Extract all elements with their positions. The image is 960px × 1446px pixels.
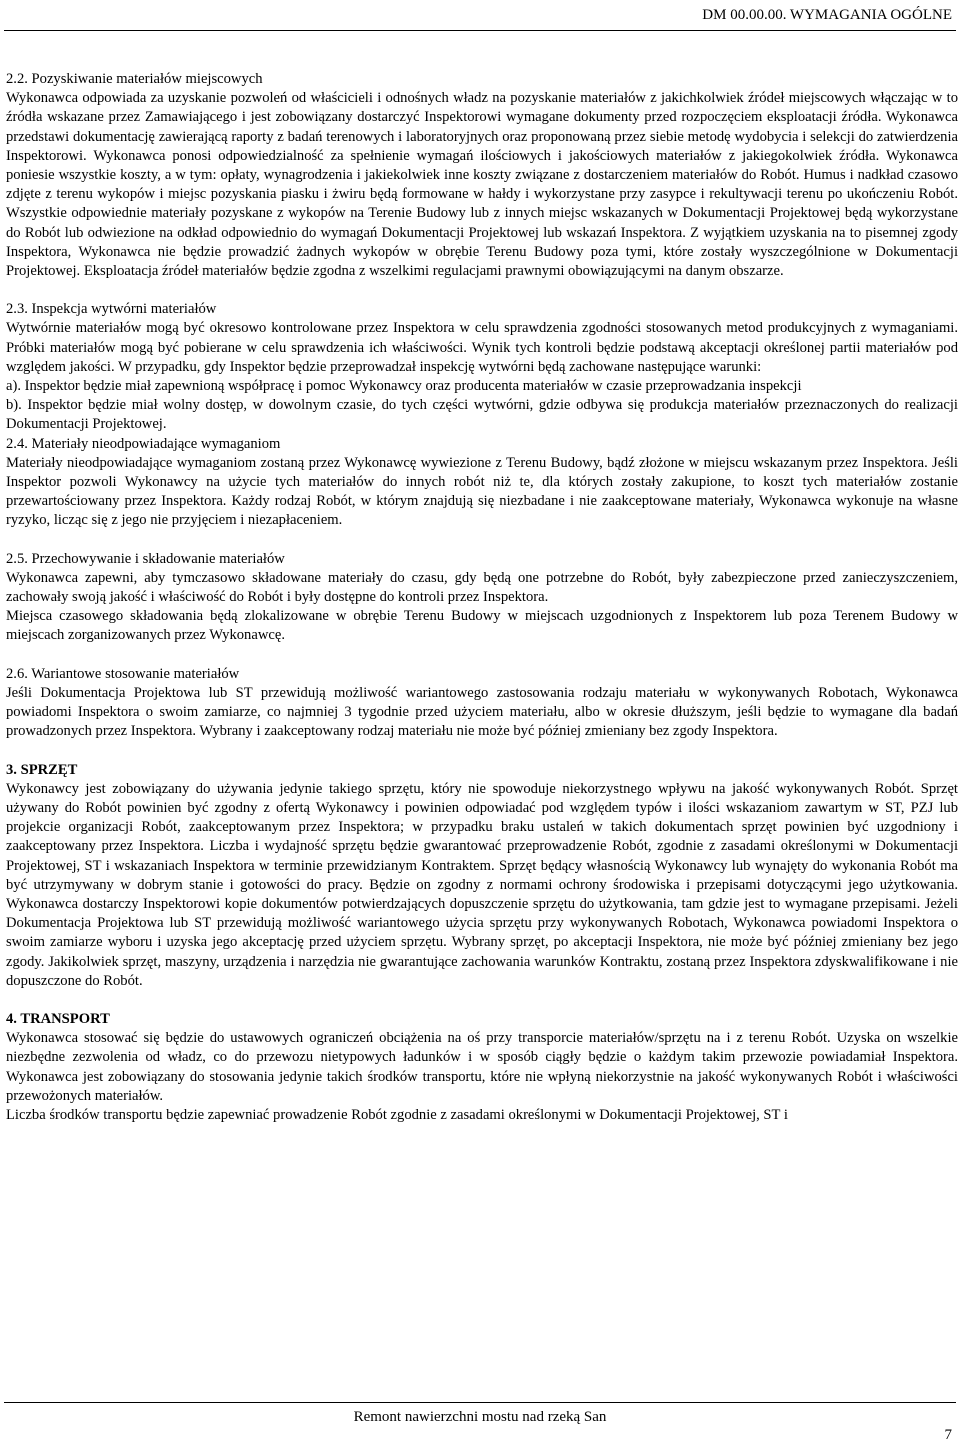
section-heading-2-4: 2.4. Materiały nieodpowiadające wymaganiom bbox=[6, 435, 281, 452]
paragraph-2-5-1: Wykonawca zapewni, aby tymczasowo składowane materiały do czasu, gdy będą one potrzebne do Robót, były zabezpieczone przed zanieczyszczeniem, zachowały swoją jakość i właściwość do Robót i były dostępne do kontroli przez Inspektora. bbox=[6, 569, 958, 606]
paragraph-4-2: Liczba środków transportu będzie zapewniać prowadzenie Robót zgodnie z zasadami określonymi w Dokumentacji Projektowej, ST i bbox=[6, 1106, 788, 1123]
section-heading-2-2: 2.2. Pozyskiwanie materiałów miejscowych bbox=[6, 71, 263, 87]
paragraph-3-1: Wykonawcy jest zobowiązany do używania jedynie takiego sprzętu, który nie spowoduje niekorzystnego wpływu na jakość wykonywanych Robót. Sprzęt używany do Robót powinien być zgodny z ofertą Wykonawcy i powinien odpowiadać pod względem typów i ilości wskazaniom zawartym w ST, PZJ lub projekcie organizacji Robót, zaakceptowanym przez Inspektora; w przypadku braku ustaleń w takich dokumentach sprzęt powinien być uzgodniony i zaakceptowany przez Inspektora. Liczba i wydajność sprzętu będzie gwarantować przeprowadzenie Robót, zgodnie z zasadami określonymi w Dokumentacji Projektowej, ST i wskazaniach Inspektora w terminie przewidzianym Kontraktem. Sprzęt będący własnością Wykonawcy lub wynajęty do wykonania Robót ma być utrzymywany w dobrym stanie i gotowości do pracy. Będzie on zgodny z normami ochrony środowiska i przepisami dotyczącymi jego użytkowania. Wykonawca dostarczy Inspektorowi kopie dokumentów potwierdzających dopuszczenie sprzętu do użytkowania, tam gdzie jest to wymagane przepisami. Jeżeli Dokumentacja Projektowa lub ST przewidują możliwość wariantowego użycia sprzętu przy wykonywanych Robotach, Wykonawca powiadomi Inspektora o swoim zamiarze wyboru i uzyska jego akceptację przed użyciem sprzętu. Wybrany sprzęt, po akceptacji Inspektora, nie może być później zmieniany bez jego zgody. Jakikolwiek sprzęt, maszyny, urządzenia i narzędzia nie gwarantujące zachowania warunków Kontraktu, zostaną przez Inspektora zdyskwalifikowane i nie dopuszczone do Robót. bbox=[6, 780, 958, 989]
spacer bbox=[6, 281, 958, 300]
paragraph-2-2-1: Wykonawca odpowiada za uzyskanie pozwoleń od właścicieli i odnośnych władz na pozyskanie materiałów z jakichkolwiek źródeł miejscowych włączając w to źródła wskazane przez Zamawiającego i jest zobowiązany dostarczyć Inspektorowi wymagane dokumenty przed rozpoczęciem eksploatacji źródła. Wykonawca przedstawi dokumentację zawierającą raporty z badań terenowych i laboratoryjnych oraz proponowaną przez siebie metodę wydobycia i selekcji do zatwierdzenia Inspektorowi. Wykonawca ponosi odpowiedzialność za spełnienie wymagań ilościowych i jakościowych materiałów z jakiegokolwiek źródła. Wykonawca poniesie wszystkie koszty, a w tym: opłaty, wynagrodzenia i jakiekolwiek inne koszty związane z dostarczeniem materiałów do Robót. Humus i nadkład czasowo zdjęte z terenu wykopów i miejsc pozyskania piasku i żwiru będą formowane w hałdy i wykorzystane przy zasypce i rekultywacji terenu po ukończeniu Robót. Wszystkie odpowiednie materiały pozyskane z wykopów na Terenie Budowy lub z innych miejsc wskazanych w Dokumentacji Projektowej będą wykorzystane do Robót lub odwiezione na odkład odpowiednio do wymagań Dokumentacji Projektowej lub wskazań Inspektora. Z wyjątkiem uzyskania na to pisemnej zgody Inspektora, Wykonawca nie będzie prowadzić żadnych wykopów w obrębie Terenu Budowy poza tymi, które zostały wyszczególnione w Dokumentacji Projektowej. Eksploatacja źródeł materiałów będzie zgodna z wszelkimi regulacjami prawnymi obowiązującymi na danym obszarze. bbox=[6, 90, 958, 280]
paragraph-2-4-1: Materiały nieodpowiadające wymaganiom zostaną przez Wykonawcę wywiezione z Terenu Budowy, bądź złożone w miejscu wskazanym przez Inspektora. Jeśli Inspektor pozwoli Wykonawcy na użycie tych materiałów do innych robót niż te, dla których zostały zakupione, to koszt tych materiałów zostanie przewartościowany przez Inspektora. Każdy rodzaj Robót, w którym znajdują się niezbadane i nie zaakceptowane materiały, Wykonawca wykonuje na własne ryzyko, licząc się z jego nie przyjęciem i niezapłaceniem. bbox=[6, 454, 958, 529]
document-body bbox=[6, 70, 958, 1125]
spacer bbox=[6, 991, 958, 1010]
spacer bbox=[6, 646, 958, 665]
section-heading-2-3: 2.3. Inspekcja wytwórni materiałów bbox=[6, 301, 217, 318]
page-footer: Remont nawierzchni mostu nad rzeką San bbox=[353, 1409, 607, 1425]
section-heading-3: 3. SPRZĘT bbox=[6, 761, 78, 778]
paragraph-2-3-b: b). Inspektor będzie miał wolny dostęp, w dowolnym czasie, do tych części wytwórni, gdzie odbywa się produkcja materiałów przeznaczonych do realizacji Dokumentacji Projektowej. bbox=[6, 397, 958, 433]
spacer bbox=[6, 531, 958, 550]
section-heading-2-5: 2.5. Przechowywanie i składowanie materiałów bbox=[6, 550, 285, 567]
paragraph-2-3-1: Wytwórnie materiałów mogą być okresowo kontrolowane przez Inspektora w celu sprawdzenia zgodności stosowanych metod produkcyjnych z wymaganiami. Próbki materiałów mogą być pobierane w celu sprawdzenia ich właściwości. Wynik tych kontroli będzie podstawą akceptacji określonej partii materiałów pod względem jakości. W przypadku, gdy Inspektor będzie przeprowadzał inspekcję wytwórni będą zachowane następujące warunki: bbox=[6, 320, 958, 375]
spacer bbox=[6, 742, 958, 761]
section-heading-2-6: 2.6. Wariantowe stosowanie materiałów bbox=[6, 665, 240, 682]
page-header: DM 00.00.00. WYMAGANIA OGÓLNE bbox=[702, 7, 952, 23]
paragraph-2-3-a: a). Inspektor będzie miał zapewnioną współpracę i pomoc Wykonawcy oraz producenta materiałów w czasie przeprowadzania inspekcji bbox=[6, 378, 802, 395]
paragraph-2-5-2: Miejsca czasowego składowania będą zlokalizowane w obrębie Terenu Budowy w miejscach uzgodnionych z Inspektorem lub poza Terenem Budowy w miejscach zorganizowanych przez Wykonawcę. bbox=[6, 608, 958, 644]
header-rule bbox=[4, 30, 956, 31]
page-number: 7 bbox=[944, 1427, 952, 1443]
section-heading-4: 4. TRANSPORT bbox=[6, 1010, 110, 1027]
paragraph-4-1: Wykonawca stosować się będzie do ustawowych ograniczeń obciążenia na oś przy transporcie materiałów/sprzętu na i z terenu Robót. Uzyska on wszelkie niezbędne zezwolenia od władz, co do przewozu nietypowych ładunków i w sposób ciągły będzie o każdym takim przewozie powiadamiał Inspektora. Wykonawca jest zobowiązany do stosowania jedynie takich środków transportu, które nie wpłyną niekorzystnie na jakość wykonywanych Robót i właściwości przewożonych materiałów. bbox=[6, 1030, 958, 1104]
footer-rule bbox=[4, 1402, 956, 1403]
paragraph-2-6-1: Jeśli Dokumentacja Projektowa lub ST przewidują możliwość wariantowego zastosowania rodzaju materiału w wykonywanych Robotach, Wykonawca powiadomi Inspektora o swoim zamiarze, co najmniej 3 tygodnie przed użyciem materiału, albo w okresie dłuższym, jeśli będzie to wymagane dla badań prowadzonych przez Inspektora. Wybrany i zaakceptowany rodzaj materiału nie może być później zmieniany bez zgody Inspektora. bbox=[6, 684, 958, 740]
